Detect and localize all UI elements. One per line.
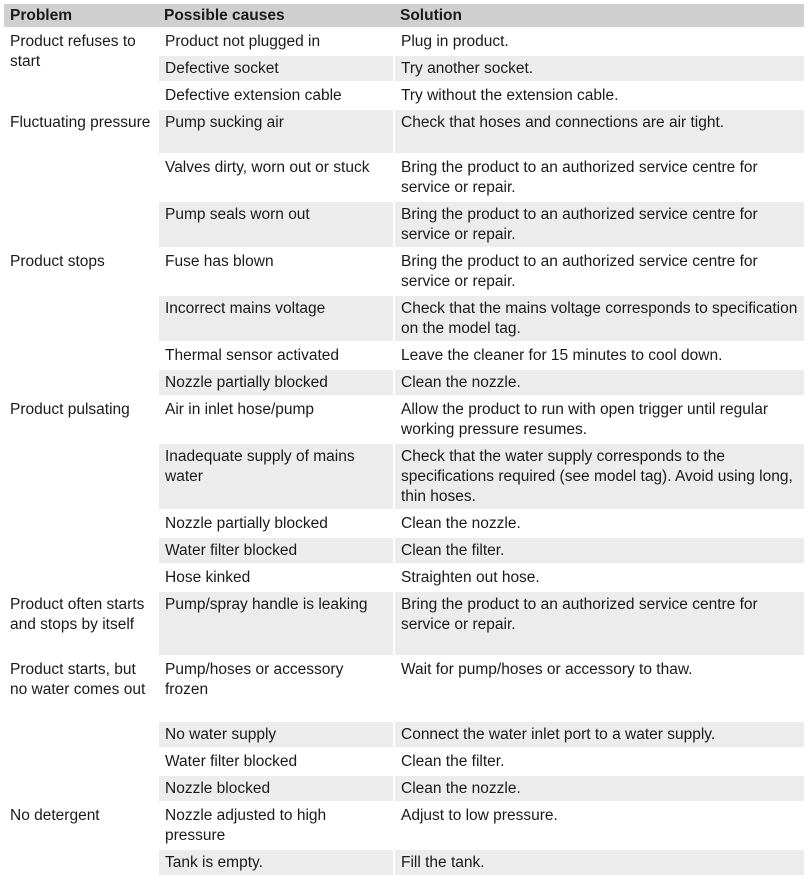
cause-cell: Defective extension cable (158, 82, 394, 109)
solution-cell: Try another socket. (394, 55, 804, 82)
solution-cell: Check that the water supply corresponds to the specifications required (see model tag). Avoid using long, thin hoses. (394, 443, 804, 510)
solution-cell: Bring the product to an authorized service centre for service or repair. (394, 154, 804, 201)
solution-cell: Try without the extension cable. (394, 82, 804, 109)
header-possible-causes: Possible causes (158, 4, 394, 28)
problem-cell: Product stops (4, 248, 158, 396)
cause-cell: Nozzle partially blocked (158, 369, 394, 396)
cause-cell: No water supply (158, 721, 394, 748)
problem-cell: Product pulsating (4, 396, 158, 591)
solution-cell: Bring the product to an authorized service centre for service or repair. (394, 248, 804, 295)
solution-cell: Connect the water inlet port to a water supply. (394, 721, 804, 748)
cause-cell: Inadequate supply of mains water (158, 443, 394, 510)
cause-cell: Nozzle adjusted to high pressure (158, 802, 394, 849)
solution-cell: Leave the cleaner for 15 minutes to cool down. (394, 342, 804, 369)
problem-cell: No detergent (4, 802, 158, 875)
cause-cell: Nozzle blocked (158, 775, 394, 802)
solution-cell: Check that the mains voltage corresponds to specification on the model tag. (394, 295, 804, 342)
table-body (4, 28, 804, 875)
cause-cell: Nozzle partially blocked (158, 510, 394, 537)
cause-cell: Water filter blocked (158, 537, 394, 564)
cause-cell: Pump/spray handle is leaking (158, 591, 394, 656)
solution-cell: Wait for pump/hoses or accessory to thaw. (394, 656, 804, 721)
solution-cell: Adjust to low pressure. (394, 802, 804, 849)
header-problem: Problem (4, 4, 158, 28)
cause-cell: Defective socket (158, 55, 394, 82)
cause-cell: Pump sucking air (158, 109, 394, 154)
cause-cell: Incorrect mains voltage (158, 295, 394, 342)
table-row (4, 248, 804, 295)
solution-cell: Clean the nozzle. (394, 775, 804, 802)
solution-cell: Check that hoses and connections are air tight. (394, 109, 804, 154)
table-row (4, 109, 804, 154)
solution-cell: Clean the filter. (394, 537, 804, 564)
problem-cell: Product refuses to start (4, 28, 158, 109)
troubleshooting-table (4, 4, 804, 875)
table-row (4, 656, 804, 721)
cause-cell: Water filter blocked (158, 748, 394, 775)
table-row (4, 396, 804, 443)
table-row (4, 28, 804, 55)
troubleshooting-table-wrapper (4, 4, 804, 875)
problem-cell: Product starts, but no water comes out (4, 656, 158, 802)
cause-cell: Fuse has blown (158, 248, 394, 295)
cause-cell: Product not plugged in (158, 28, 394, 55)
header-solution: Solution (394, 4, 804, 28)
cause-cell: Thermal sensor activated (158, 342, 394, 369)
cause-cell: Tank is empty. (158, 849, 394, 875)
solution-cell: Clean the nozzle. (394, 369, 804, 396)
problem-cell: Product often starts and stops by itself (4, 591, 158, 656)
cause-cell: Valves dirty, worn out or stuck (158, 154, 394, 201)
table-header-row (4, 4, 804, 28)
solution-cell: Fill the tank. (394, 849, 804, 875)
solution-cell: Bring the product to an authorized service centre for service or repair. (394, 201, 804, 248)
cause-cell: Pump/hoses or accessory frozen (158, 656, 394, 721)
solution-cell: Allow the product to run with open trigger until regular working pressure resumes. (394, 396, 804, 443)
solution-cell: Clean the nozzle. (394, 510, 804, 537)
table-row (4, 591, 804, 656)
solution-cell: Plug in product. (394, 28, 804, 55)
cause-cell: Hose kinked (158, 564, 394, 591)
cause-cell: Pump seals worn out (158, 201, 394, 248)
solution-cell: Clean the filter. (394, 748, 804, 775)
solution-cell: Straighten out hose. (394, 564, 804, 591)
solution-cell: Bring the product to an authorized service centre for service or repair. (394, 591, 804, 656)
cause-cell: Air in inlet hose/pump (158, 396, 394, 443)
problem-cell: Fluctuating pressure (4, 109, 158, 248)
table-row (4, 802, 804, 849)
